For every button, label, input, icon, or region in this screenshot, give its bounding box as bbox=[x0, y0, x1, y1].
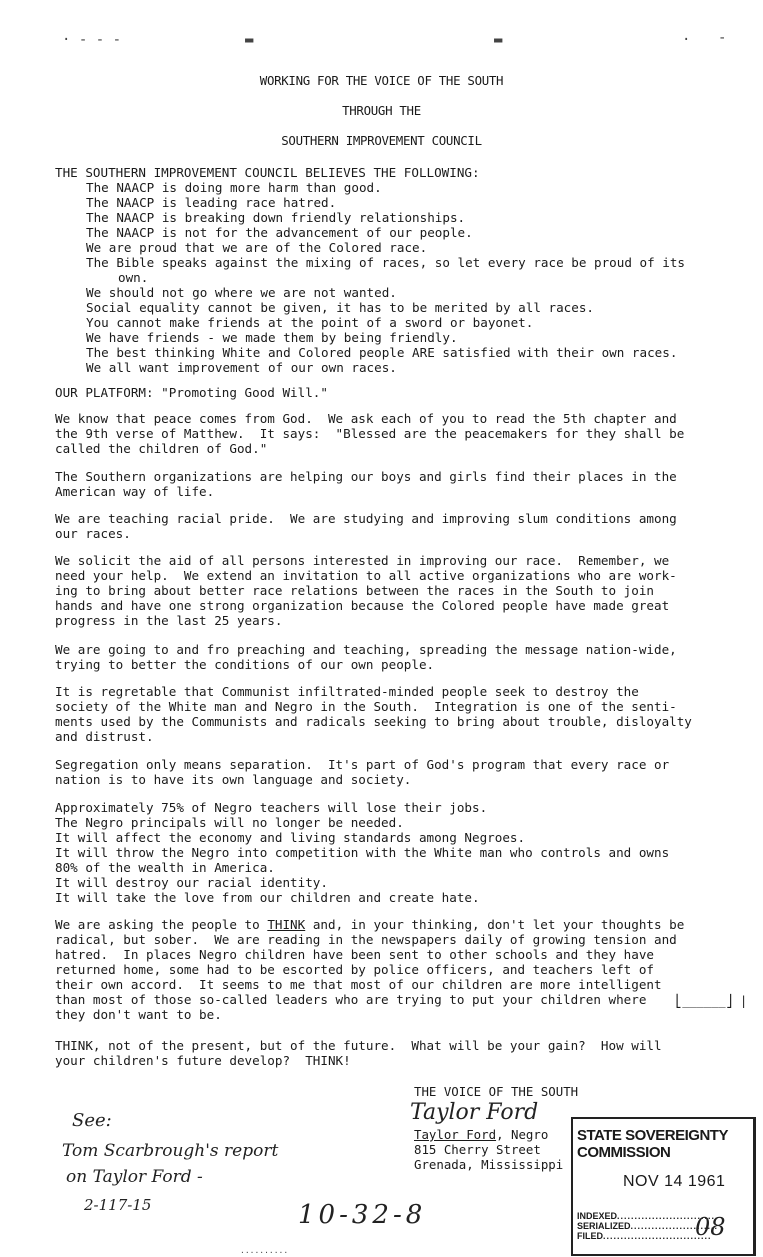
scan-speck: .......... bbox=[240, 1246, 289, 1255]
paragraph-peace: We know that peace comes from God. We ask each of you to read the 5th chapter and the 9th verse of Matthew. It says: "Blessed are the peacemakers for they shall be called the children of God." bbox=[55, 411, 685, 456]
note-reference: 2-117-15 bbox=[84, 1196, 152, 1214]
signature-org: THE VOICE OF THE SOUTH bbox=[414, 1084, 579, 1099]
commission-stamp bbox=[571, 1117, 756, 1256]
platform-line: OUR PLATFORM: "Promoting Good Will." bbox=[55, 385, 328, 400]
belief-item: The Bible speaks against the mixing of races, so let every race be proud of its bbox=[86, 255, 685, 270]
file-number: 10-32-8 bbox=[298, 1200, 427, 1230]
beliefs-list bbox=[86, 180, 696, 375]
belief-item: We should not go where we are not wanted. bbox=[86, 285, 397, 300]
stamp-initials: 08 bbox=[695, 1213, 726, 1241]
paragraph-solicit-aid: We solicit the aid of all persons interested in improving our race. Remember, we need your help. We extend an invitation to all active organizations who are work- ing to bring about better race relations between the races in the South to join hands and have one strong organization because the Colored people have made great progress in the last 25 years. bbox=[55, 553, 677, 628]
signature-name-line: Taylor Ford, Negro bbox=[414, 1127, 549, 1142]
belief-item: The NAACP is breaking down friendly relationships. bbox=[86, 210, 466, 225]
signature-street: 815 Cherry Street bbox=[414, 1142, 541, 1157]
header-line-1: WORKING FOR THE VOICE OF THE SOUTH bbox=[259, 73, 504, 88]
paragraph-preaching: We are going to and fro preaching and teaching, spreading the message nation-wide, trying to better the conditions of our own people. bbox=[55, 642, 677, 672]
scan-speck: ▬ bbox=[245, 32, 254, 48]
stamp-index-lines: INDEXED............................. SERIALIZED......................... FILED............................... bbox=[577, 1211, 719, 1241]
note-see: See: bbox=[72, 1110, 112, 1131]
scan-speck: ▬ bbox=[494, 32, 503, 48]
belief-item: The best thinking White and Colored people ARE satisfied with their own races. bbox=[86, 345, 678, 360]
belief-item: Social equality cannot be given, it has to be merited by all races. bbox=[86, 300, 594, 315]
paragraph-racial-pride: We are teaching racial pride. We are studying and improving slum conditions among our races. bbox=[55, 511, 677, 541]
margin-mark: ⎣______⎦ | bbox=[675, 994, 748, 1008]
signature-city: Grenada, Mississippi bbox=[414, 1157, 564, 1172]
belief-item: The NAACP is doing more harm than good. bbox=[86, 180, 382, 195]
scan-speck: · bbox=[682, 32, 691, 48]
paragraph-organizations: The Southern organizations are helping our boys and girls find their places in the American way of life. bbox=[55, 469, 677, 499]
header-line-2: THROUGH THE bbox=[342, 103, 421, 118]
belief-item: The NAACP is not for the advancement of our people. bbox=[86, 225, 473, 240]
signature-name: Taylor Ford bbox=[414, 1127, 497, 1142]
stamp-title: STATE SOVEREIGNTY COMMISSION bbox=[577, 1127, 728, 1161]
scan-speck: - bbox=[718, 30, 727, 46]
note-report: Tom Scarbrough's report bbox=[62, 1141, 279, 1161]
belief-item: We have friends - we made them by being friendly. bbox=[86, 330, 458, 345]
belief-item: own. bbox=[118, 270, 149, 285]
note-taylor-ford: on Taylor Ford - bbox=[66, 1167, 203, 1187]
paragraph-consequences: Approximately 75% of Negro teachers will lose their jobs. The Negro principals will no longer be needed. It will affect the economy and living standards among Negroes. It will throw the Negro into competition with the White man who controls and owns 80% of the wealth in America. It will destroy our racial identity. It will take the love from our children and create hate. bbox=[55, 800, 670, 905]
paragraph-future: THINK, not of the present, but of the future. What will be your gain? How will your children's future develop? THINK! bbox=[55, 1038, 662, 1068]
belief-item: The NAACP is leading race hatred. bbox=[86, 195, 337, 210]
header-line-3: SOUTHERN IMPROVEMENT COUNCIL bbox=[281, 133, 482, 148]
paragraph-communist: It is regretable that Communist infiltrated-minded people seek to destroy the society of the White man and Negro in the South. Integration is one of the senti- ments used by the Communists and radicals seeking to bring about trouble, disloyalty and distrust. bbox=[55, 684, 692, 744]
signature-block bbox=[410, 1084, 579, 1172]
paragraph-think: We are asking the people to THINK and, in your thinking, don't let your thoughts be radical, but sober. We are reading in the newspapers daily of growing tension and hatred. In places Negro children have been sent to other schools and they have returned home, some had to be escorted by police officers, and teachers left of their own accord. It seems to me that most of our children are more intelligent than most of those so-called leaders who are trying to put your children where they don't want to be. bbox=[55, 917, 685, 1022]
scan-speck: · - - - bbox=[62, 32, 122, 48]
belief-item: We all want improvement of our own races. bbox=[86, 360, 397, 375]
belief-item: You cannot make friends at the point of a sword or bayonet. bbox=[86, 315, 534, 330]
belief-item: We are proud that we are of the Colored race. bbox=[86, 240, 428, 255]
beliefs-intro: THE SOUTHERN IMPROVEMENT COUNCIL BELIEVES THE FOLLOWING: bbox=[55, 165, 480, 180]
handwritten-signature: Taylor Ford bbox=[410, 1100, 539, 1125]
stamp-date: NOV 14 1961 bbox=[623, 1173, 726, 1190]
paragraph-segregation: Segregation only means separation. It's part of God's program that every race or nation is to have its own language and society. bbox=[55, 757, 670, 787]
think-emphasis: THINK bbox=[267, 917, 306, 932]
